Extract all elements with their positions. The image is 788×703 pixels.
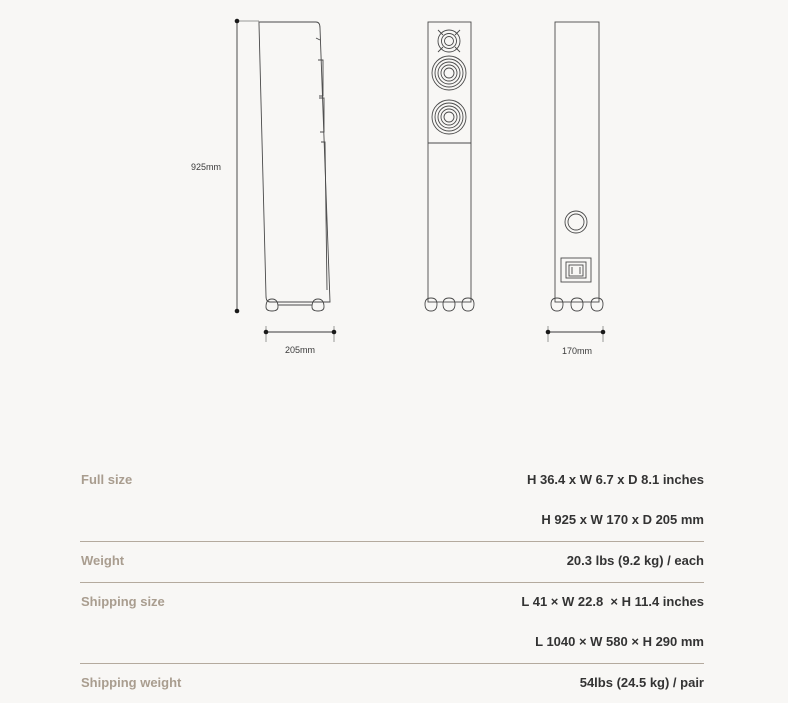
spec-row-weight (80, 541, 704, 581)
height-dimension-line (235, 19, 259, 314)
depth-label: 205mm (284, 345, 316, 355)
height-label: 925mm (190, 162, 221, 172)
woofer-upper (432, 56, 466, 90)
weight-label: Weight (81, 553, 125, 568)
depth-dimension-line (264, 326, 337, 342)
shipping-weight-value: 54lbs (24.5 kg) / pair (579, 675, 704, 690)
spec-row-full-size (80, 460, 704, 500)
spec-row-shipping-size (80, 582, 704, 622)
shipping-size-imperial-value: L 41 × W 22.8 × H 11.4 inches (521, 594, 704, 609)
width-dimension-line (546, 326, 606, 342)
full-size-imperial-value: H 36.4 x W 6.7 x D 8.1 inches (526, 472, 704, 487)
shipping-size-metric-value: L 1040 × W 580 × H 290 mm (535, 634, 704, 649)
woofer-lower (432, 100, 466, 134)
speaker-front-view (425, 22, 474, 311)
spec-row-shipping-size-metric (80, 622, 704, 662)
shipping-size-label: Shipping size (81, 594, 165, 609)
full-size-label: Full size (81, 472, 133, 487)
width-label: 170mm (561, 346, 593, 356)
speaker-side-view (259, 22, 330, 311)
speaker-back-view (551, 22, 603, 311)
shipping-weight-label: Shipping weight (81, 675, 182, 690)
spec-row-full-size-metric (80, 500, 704, 540)
full-size-metric-value: H 925 x W 170 x D 205 mm (541, 512, 704, 527)
weight-value: 20.3 lbs (9.2 kg) / each (566, 553, 704, 568)
spec-row-shipping-weight (80, 663, 704, 703)
